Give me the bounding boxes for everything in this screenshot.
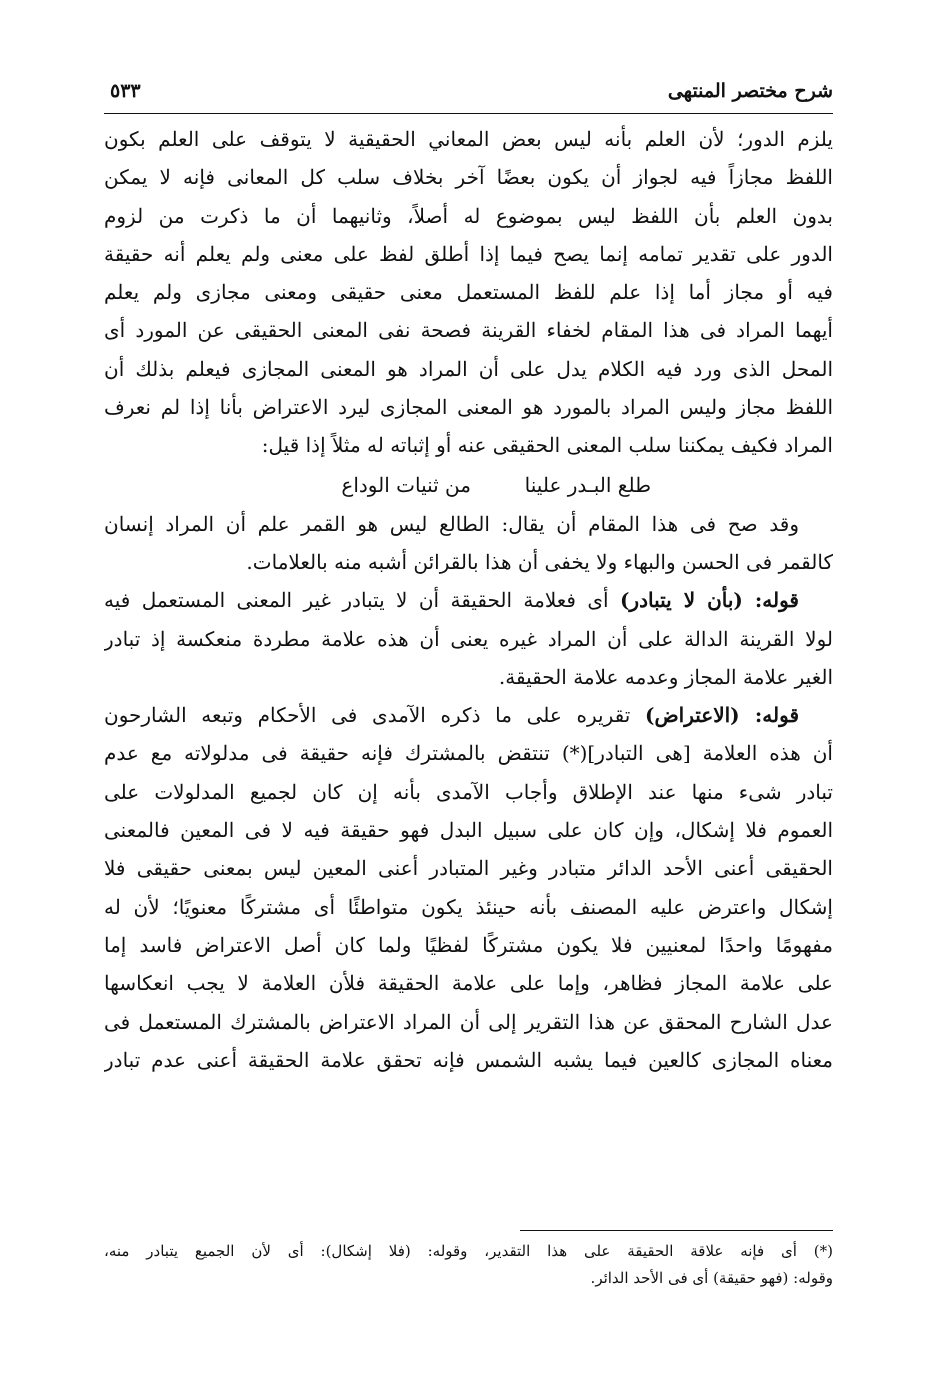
verse-hemistich: من ثنيات الوداع <box>341 472 471 497</box>
text-line: فيه أو مجاز أما إذا علم للفظ المستعمل معنى حقيقى ومعنى مجازى ولم يعلم <box>104 280 833 305</box>
page-header <box>104 76 833 112</box>
text-line: كالقمر فى الحسن والبهاء ولا يخفى أن هذا بالقرائن أشبه منه بالعلامات. <box>246 549 833 574</box>
verse-hemistich: طلع البـدر علينا <box>524 472 651 497</box>
text-line <box>104 581 833 619</box>
header-rule <box>104 113 833 114</box>
paragraph <box>104 505 833 582</box>
text-line: بدون العلم بأن اللفظ ليس بموضوع له أصلاً، وثانيهما أن ما ذكرت من لزوم <box>104 203 833 228</box>
text-line: المحل الذى ورد فيه الكلام يدل على أن المراد هو المعنى المجازى فيعلم بذلك أن <box>104 356 833 381</box>
poetry-verse <box>104 465 833 505</box>
text-line: أيهما المراد فى هذا المقام لخفاء القرينة فصحة نفى المعنى الحقيقى عن المورد أى <box>104 318 833 343</box>
text-line: معناه المجازى كالعين فيما يشبه الشمس فإنه تحقق علامة الحقيقة أعنى عدم تبادر <box>104 1047 833 1072</box>
text-line: أن هذه العلامة [هى التبادر](*) تنتقض بالمشترك فإنه حقيقة فى مدلولاته مع عدم <box>104 741 833 766</box>
text-line: لولا القرينة الدالة على أن المراد غيره يعنى أن هذه علامة مطردة منعكسة إذ تبادر <box>104 626 833 651</box>
text-line: إشكال واعترض عليه المصنف بأنه حينئذ يكون متواطئًا أى مشتركًا معنويًا؛ لأن له <box>104 894 833 919</box>
paragraph <box>104 581 833 696</box>
text-line: وقد صح فى هذا المقام أن يقال: الطالع ليس هو القمر علم أن المراد إنسان <box>104 511 799 536</box>
text-line: على علامة المجاز فظاهر، وإما على علامة الحقيقة فلأن العلامة لا يجب انعكاسها <box>104 971 833 996</box>
text-line: مفهومًا واحدًا لمعنيين فلا يكون مشتركًا لفظيًا ولما كان أصل الاعتراض فاسد إما <box>104 932 833 957</box>
paragraph <box>104 696 833 1079</box>
text-line: العموم فلا إشكال، وإن كان على سبيل البدل فهو حقيقة فيه لا فى المعين فالمعنى <box>104 818 833 843</box>
text-line: الحقيقى أعنى الأحد الدائر متبادر وغير المتبادر أعنى المعين ليس بمعنى حقيقى فلا <box>104 856 833 881</box>
text-line: تبادر شىء منها عند الإطلاق وأجاب الآمدى بأنه إن كان لجميع المدلولات على <box>104 779 833 804</box>
text-line: الدور على تقدير تمامه إنما يصح فيما إذا أطلق لفظ على معنى ولم يعلم أنه حقيقة <box>104 241 833 266</box>
text-line: المراد فكيف يمكننا سلب المعنى الحقيقى عنه أو إثباته له مثلاً إذا قيل: <box>261 433 833 458</box>
text-run: تقريره على ما ذكره الآمدى فى الأحكام وتبعه الشارحون <box>104 703 645 728</box>
footnote-rule <box>520 1230 833 1231</box>
text-run: أى فعلامة الحقيقة أن لا يتبادر غير المعنى المستعمل فيه <box>104 588 620 613</box>
main-text <box>104 120 833 1079</box>
paragraph <box>104 120 833 465</box>
text-line: عدل الشارح المحقق عن هذا التقرير إلى أن المراد الاعتراض بالمشترك المستعمل فى <box>104 1009 833 1034</box>
commentary-lemma: قوله: (الاعتراض) <box>645 703 799 728</box>
text-line: اللفظ مجازاً فيه لجواز أن يكون بعضًا آخر بخلاف سلب كل المعانى فإنه لا يمكن <box>104 165 833 190</box>
commentary-lemma: قوله: (بأن لا يتبادر) <box>619 588 799 613</box>
page-number: ٥٣٣ <box>110 80 141 102</box>
footnote-line: (*) أى فإنه علاقة الحقيقة على هذا التقدير، وقوله: (فلا إشكال): أى لأن الجميع يتبادر منه، <box>104 1242 833 1260</box>
text-line: اللفظ مجاز وليس المراد بالمورد هو المعنى المجازى ليرد الاعتراض بأنا إذا لم نعرف <box>104 395 833 420</box>
running-title: شرح مختصر المنتهى <box>667 80 833 102</box>
footnote-line: وقوله: (فهو حقيقة) أى فى الأحد الدائر. <box>590 1269 833 1287</box>
footnotes <box>104 1238 833 1292</box>
text-line <box>104 696 833 734</box>
text-line: يلزم الدور؛ لأن العلم بأنه ليس بعض المعاني الحقيقية لا يتوقف على العلم بكون <box>104 127 833 151</box>
text-line: الغير علامة المجاز وعدمه علامة الحقيقة. <box>498 664 833 689</box>
